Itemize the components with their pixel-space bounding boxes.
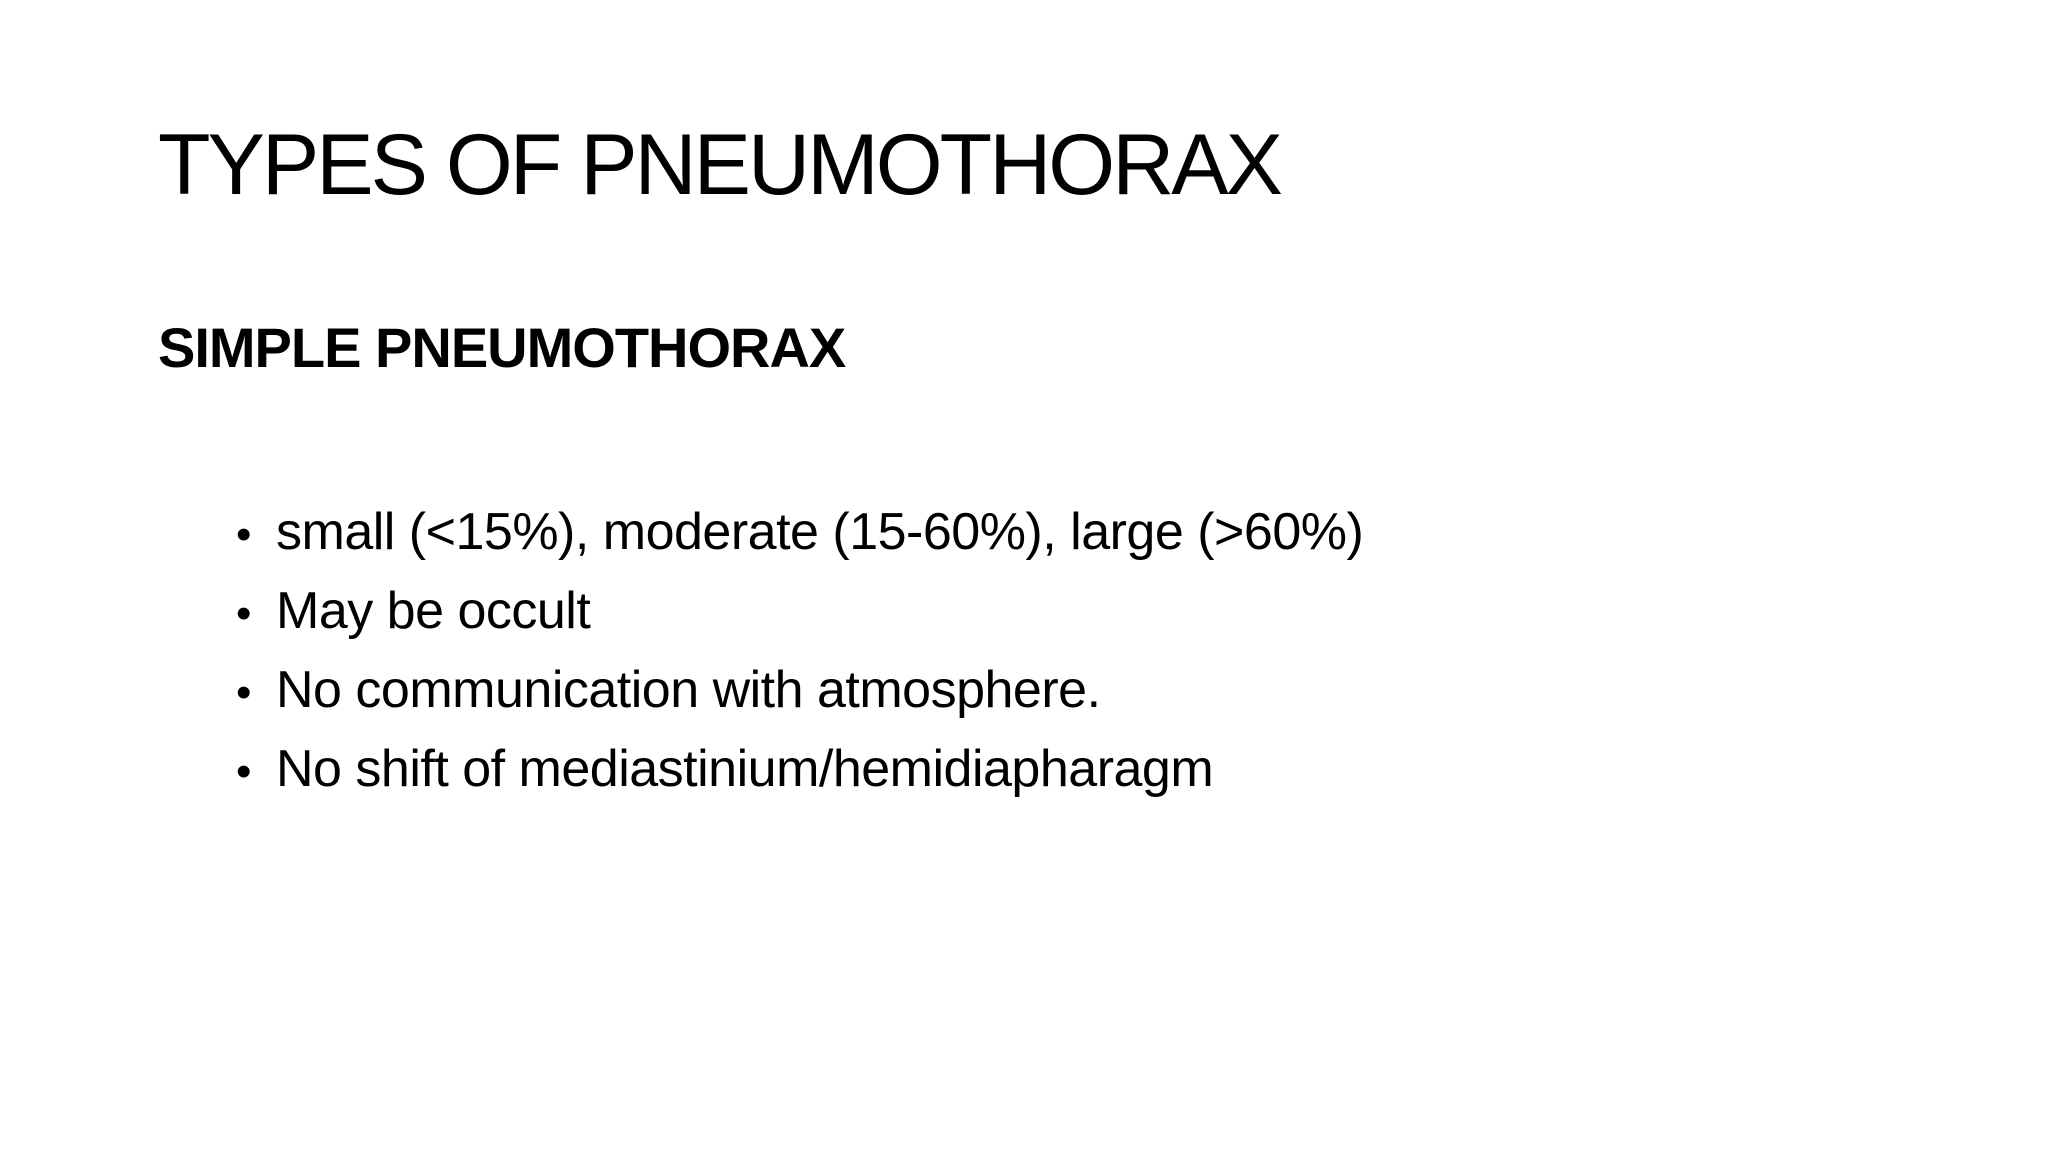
bullet-item (236, 494, 1363, 573)
bullet-icon: • (236, 589, 251, 638)
bullet-item (236, 573, 1363, 652)
bullet-text: small (<15%), moderate (15-60%), large (>60%) (276, 503, 1364, 561)
bullet-icon: • (236, 510, 251, 559)
bullet-list (236, 494, 1363, 810)
section-heading: SIMPLE PNEUMOTHORAX (158, 316, 846, 379)
bullet-text: No shift of mediastinium/hemidiapharagm (276, 740, 1214, 798)
bullet-icon: • (236, 668, 251, 717)
bullet-icon: • (236, 747, 251, 796)
bullet-text: No communication with atmosphere. (276, 661, 1101, 719)
slide-title: TYPES OF PNEUMOTHORAX (158, 117, 1281, 213)
bullet-text: May be occult (276, 582, 591, 640)
bullet-item (236, 731, 1363, 810)
bullet-item (236, 652, 1363, 731)
